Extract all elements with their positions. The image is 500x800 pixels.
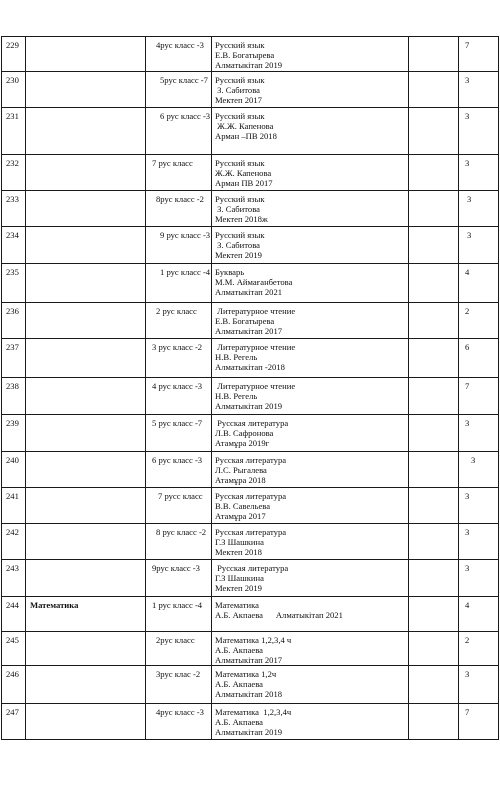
table-row: [2, 155, 499, 191]
subject-cell: [26, 303, 146, 339]
class-cell: [146, 303, 212, 339]
quantity-value: 3: [465, 418, 470, 428]
textbook-title: Русская литература: [215, 455, 287, 465]
textbook-line: З. Сабитова: [215, 85, 260, 95]
empty-cell: [409, 666, 459, 704]
textbook-cell: [212, 666, 409, 704]
textbook-title: Математика 1,2,3,4ч: [215, 707, 292, 717]
quantity-value: 3: [471, 455, 476, 465]
table-row: [2, 227, 499, 264]
textbook-line: Алматыкітап -2018: [215, 362, 285, 372]
quantity-cell: [459, 37, 499, 72]
class-label: 3 рус класс -2: [152, 342, 203, 352]
textbook-cell: [212, 155, 409, 191]
quantity-cell: [459, 488, 499, 524]
textbook-cell: [212, 524, 409, 560]
textbook-line: Г.З Шашкина: [215, 573, 264, 583]
class-label: 5 рус класс -7: [152, 418, 203, 428]
quantity-value: 6: [465, 342, 470, 352]
class-label: 4рус класс -3: [156, 40, 204, 50]
empty-cell: [409, 378, 459, 415]
textbook-line: Мектеп 2017: [215, 95, 262, 105]
class-label: 1 рус класс -4: [160, 267, 211, 277]
empty-cell: [409, 227, 459, 264]
subject-cell: [26, 524, 146, 560]
class-cell: [146, 704, 212, 740]
class-label: 6 рус класс -3: [160, 111, 211, 121]
textbook-cell: [212, 560, 409, 597]
quantity-cell: [459, 378, 499, 415]
textbook-cell: [212, 488, 409, 524]
table-row: [2, 378, 499, 415]
textbook-line: Ж.Ж. Капенова: [215, 121, 274, 131]
table-row: [2, 597, 499, 632]
table-row: [2, 303, 499, 339]
textbook-line: Алматыкітап 2019: [215, 60, 283, 70]
row-number-cell: 246: [2, 666, 26, 704]
subject-cell: [26, 339, 146, 378]
textbook-cell: [212, 452, 409, 488]
subject-cell: [26, 264, 146, 303]
quantity-cell: [459, 264, 499, 303]
empty-cell: [409, 37, 459, 72]
class-cell: [146, 666, 212, 704]
textbook-cell: [212, 37, 409, 72]
textbook-line: Н.В. Регель: [215, 391, 258, 401]
textbook-title: Литературное чтение: [215, 381, 296, 391]
textbook-line: Алматыкітап 2017: [215, 326, 283, 336]
textbook-line: Ж.Ж. Капенова: [215, 168, 272, 178]
quantity-value: 7: [465, 381, 470, 391]
textbook-line: З. Сабитова: [215, 240, 260, 250]
table-row: [2, 37, 499, 72]
table-row: [2, 488, 499, 524]
empty-cell: [409, 704, 459, 740]
subject-cell: [26, 415, 146, 452]
class-cell: [146, 560, 212, 597]
class-label: 4 рус класс -3: [152, 381, 203, 391]
class-cell: [146, 108, 212, 155]
empty-cell: [409, 560, 459, 597]
textbook-title: Русская литература: [215, 563, 289, 573]
textbook-line: Л.В. Сафронова: [215, 428, 274, 438]
class-cell: [146, 72, 212, 108]
quantity-cell: [459, 632, 499, 666]
quantity-value: 4: [465, 267, 470, 277]
textbook-cell: [212, 704, 409, 740]
class-cell: [146, 191, 212, 227]
textbook-line: А.Б. Акпаева Алматыкітап 2021: [215, 610, 343, 620]
class-cell: [146, 264, 212, 303]
textbook-title: Литературное чтение: [215, 306, 296, 316]
textbook-title: Русский язык: [215, 40, 265, 50]
class-label: 5рус класс -7: [160, 75, 208, 85]
table-row: [2, 452, 499, 488]
quantity-value: 3: [467, 230, 472, 240]
row-number-cell: 233: [2, 191, 26, 227]
textbook-cell: [212, 264, 409, 303]
textbook-table: [1, 36, 499, 740]
row-number-cell: 231: [2, 108, 26, 155]
quantity-value: 3: [465, 563, 470, 573]
table-row: [2, 632, 499, 666]
row-number-cell: 247: [2, 704, 26, 740]
textbook-title: Математика 1,2,3,4 ч: [215, 635, 292, 645]
textbook-cell: [212, 72, 409, 108]
textbook-line: Л.С. Рыгалева: [215, 465, 267, 475]
textbook-line: Арман –ПВ 2018: [215, 131, 277, 141]
textbook-title: Букварь: [215, 267, 245, 277]
quantity-cell: [459, 597, 499, 632]
table-row: [2, 191, 499, 227]
quantity-cell: [459, 108, 499, 155]
subject-cell: [26, 155, 146, 191]
row-number-cell: 234: [2, 227, 26, 264]
textbook-line: Атамұра 2017: [215, 511, 266, 521]
textbook-line: Алматыкітап 2021: [215, 287, 283, 297]
textbook-line: Алматыкітап 2017: [215, 655, 283, 665]
row-number-cell: 235: [2, 264, 26, 303]
subject-cell: [26, 227, 146, 264]
empty-cell: [409, 452, 459, 488]
class-cell: [146, 378, 212, 415]
row-number-cell: 237: [2, 339, 26, 378]
empty-cell: [409, 339, 459, 378]
subject-cell: [26, 191, 146, 227]
textbook-line: Е.В. Богатырева: [215, 50, 275, 60]
textbook-title: Математика: [215, 600, 259, 610]
quantity-cell: [459, 666, 499, 704]
empty-cell: [409, 108, 459, 155]
textbook-line: В.В. Савельева: [215, 501, 271, 511]
class-cell: [146, 37, 212, 72]
textbook-line: Г.З Шашкина: [215, 537, 264, 547]
textbook-cell: [212, 191, 409, 227]
quantity-value: 3: [465, 669, 470, 679]
quantity-value: 3: [465, 491, 470, 501]
row-number-cell: 236: [2, 303, 26, 339]
textbook-title: Русская литература: [215, 418, 289, 428]
quantity-cell: [459, 303, 499, 339]
quantity-value: 7: [465, 707, 470, 717]
textbook-line: Мектеп 2018: [215, 547, 262, 557]
subject-cell: [26, 378, 146, 415]
textbook-title: Русская литература: [215, 491, 287, 501]
subject-cell: [26, 704, 146, 740]
class-label: 4рус класс -3: [156, 707, 204, 717]
textbook-line: Мектеп 2018ж: [215, 214, 268, 224]
textbook-line: Алматыкітап 2018: [215, 689, 283, 699]
class-cell: [146, 227, 212, 264]
quantity-value: 2: [465, 306, 470, 316]
quantity-value: 2: [465, 635, 470, 645]
textbook-cell: [212, 415, 409, 452]
class-cell: [146, 597, 212, 632]
quantity-cell: [459, 339, 499, 378]
row-number-cell: 242: [2, 524, 26, 560]
table-row: [2, 108, 499, 155]
class-cell: [146, 155, 212, 191]
class-label: 9рус класс -3: [152, 563, 200, 573]
class-label: 3рус клас -2: [156, 669, 201, 679]
textbook-line: Атамұра 2019г: [215, 438, 270, 448]
textbook-line: З. Сабитова: [215, 204, 260, 214]
table-row: [2, 666, 499, 704]
quantity-value: 3: [465, 111, 470, 121]
class-label: 7 русс класс: [158, 491, 203, 501]
textbook-title: Математика 1,2ч: [215, 669, 277, 679]
subject-cell: [26, 452, 146, 488]
textbook-line: А.Б. Акпаева: [215, 717, 263, 727]
quantity-cell: [459, 704, 499, 740]
subject-cell: [26, 560, 146, 597]
row-number-cell: 245: [2, 632, 26, 666]
row-number-cell: 230: [2, 72, 26, 108]
empty-cell: [409, 155, 459, 191]
class-label: 2рус класс: [156, 635, 195, 645]
row-number-cell: 239: [2, 415, 26, 452]
table-row: [2, 72, 499, 108]
textbook-line: Арман ПВ 2017: [215, 178, 273, 188]
empty-cell: [409, 597, 459, 632]
textbook-cell: [212, 632, 409, 666]
row-number-cell: 229: [2, 37, 26, 72]
class-label: 8 рус класс -2: [156, 527, 207, 537]
row-number-cell: 243: [2, 560, 26, 597]
textbook-cell: [212, 597, 409, 632]
class-label: 2 рус класс: [156, 306, 197, 316]
textbook-title: Русская литература: [215, 527, 287, 537]
textbook-line: Алматыкітап 2019: [215, 401, 283, 411]
textbook-title: Русский язык: [215, 230, 265, 240]
class-cell: [146, 339, 212, 378]
textbook-cell: [212, 227, 409, 264]
quantity-value: 7: [465, 40, 470, 50]
table-row: [2, 524, 499, 560]
textbook-line: Мектеп 2019: [215, 583, 262, 593]
textbook-cell: [212, 339, 409, 378]
class-cell: [146, 488, 212, 524]
textbook-line: Мектеп 2019: [215, 250, 262, 260]
textbook-title: Русский язык: [215, 75, 265, 85]
textbook-title: Русский язык: [215, 158, 265, 168]
empty-cell: [409, 524, 459, 560]
row-number-cell: 238: [2, 378, 26, 415]
quantity-value: 3: [467, 194, 472, 204]
textbook-cell: [212, 108, 409, 155]
textbook-cell: [212, 303, 409, 339]
subject-cell: [26, 666, 146, 704]
table-row: [2, 560, 499, 597]
class-cell: [146, 452, 212, 488]
quantity-value: 3: [465, 527, 470, 537]
table-body: [2, 37, 499, 740]
quantity-cell: [459, 155, 499, 191]
row-number-cell: 244: [2, 597, 26, 632]
empty-cell: [409, 632, 459, 666]
empty-cell: [409, 415, 459, 452]
table-row: [2, 415, 499, 452]
row-number-cell: 241: [2, 488, 26, 524]
row-number-cell: 232: [2, 155, 26, 191]
subject-cell: Математика: [26, 597, 146, 632]
textbook-cell: [212, 378, 409, 415]
table-row: [2, 264, 499, 303]
empty-cell: [409, 72, 459, 108]
textbook-line: А.Б. Акпаева: [215, 645, 263, 655]
empty-cell: [409, 488, 459, 524]
quantity-cell: [459, 452, 499, 488]
row-number-cell: 240: [2, 452, 26, 488]
class-cell: [146, 632, 212, 666]
table-row: [2, 339, 499, 378]
subject-cell: [26, 632, 146, 666]
quantity-cell: [459, 227, 499, 264]
quantity-cell: [459, 415, 499, 452]
textbook-title: Русский язык: [215, 111, 265, 121]
class-cell: [146, 415, 212, 452]
class-label: 6 рус класс -3: [152, 455, 203, 465]
class-label: 8рус класс -2: [156, 194, 204, 204]
subject-cell: [26, 108, 146, 155]
table-row: [2, 704, 499, 740]
textbook-line: Алматыкітап 2019: [215, 727, 283, 737]
class-label: 9 рус класс -3: [160, 230, 211, 240]
subject-cell: [26, 488, 146, 524]
textbook-line: Атамұра 2018: [215, 475, 266, 485]
textbook-line: А.Б. Акпаева: [215, 679, 263, 689]
textbook-title: Литературное чтение: [215, 342, 296, 352]
textbook-line: Е.В. Богатырева: [215, 316, 275, 326]
textbook-title: Русский язык: [215, 194, 265, 204]
empty-cell: [409, 191, 459, 227]
quantity-value: 4: [465, 600, 470, 610]
class-cell: [146, 524, 212, 560]
subject-cell: [26, 37, 146, 72]
quantity-cell: [459, 524, 499, 560]
quantity-cell: [459, 560, 499, 597]
quantity-cell: [459, 72, 499, 108]
class-label: 1 рус класс -4: [152, 600, 203, 610]
class-label: 7 рус класс: [152, 158, 193, 168]
empty-cell: [409, 303, 459, 339]
quantity-cell: [459, 191, 499, 227]
textbook-line: М.М. Аймағанбетова: [215, 277, 293, 287]
quantity-value: 3: [465, 158, 470, 168]
subject-cell: [26, 72, 146, 108]
textbook-line: Н.В. Регель: [215, 352, 258, 362]
empty-cell: [409, 264, 459, 303]
quantity-value: 3: [465, 75, 470, 85]
